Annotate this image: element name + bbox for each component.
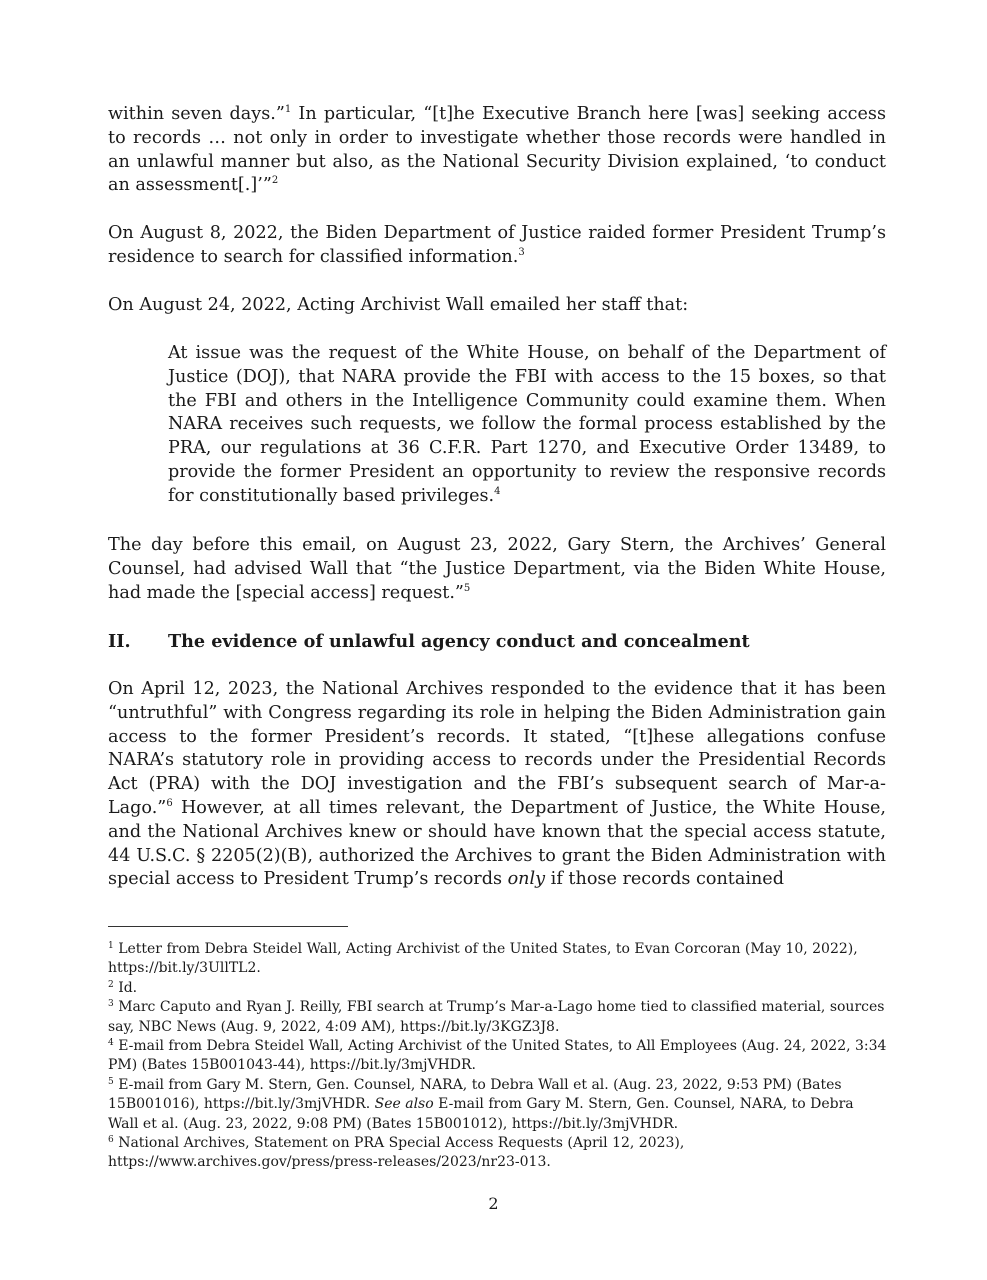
footnote-text: Letter from Debra Steidel Wall, Acting Archivist of the United States, to Evan Corcoran (May 10, 2022), https://bit.ly/3UllTL2.	[108, 941, 858, 977]
paragraph-text: if those records contained	[545, 869, 784, 890]
emphasis-text: only	[507, 869, 546, 890]
footnote-6	[108, 1134, 888, 1173]
footnote-number: 5	[108, 1076, 114, 1087]
footnote-text: Id.	[118, 979, 138, 996]
paragraph-continuation	[108, 103, 886, 198]
page-number: 2	[488, 1194, 499, 1213]
footnote-ref-3: 3	[518, 246, 525, 258]
footnote-text: E-mail from Gary M. Stern, Gen. Counsel, NARA, to Debra Wall et al. (Aug. 23, 2022, 9:08 PM) (Bates 15B001012), https://bit.ly/3mjVHDR.	[108, 1096, 854, 1132]
footnote-5	[108, 1076, 888, 1134]
quote-text: At issue was the request of the White House, on behalf of the Department of Justice (DOJ), that NARA provide the FBI with access to the 15 boxes, so that the FBI and others in the Intelligence Community could examine them. When NARA receives such requests, we follow the formal process established by the PRA, our regulations at 36 C.F.R. Part 1270, and Executive Order 13489, to provide the former President an opportunity to review the responsive records for constitutionally based privileges.	[168, 343, 886, 506]
footnote-signal: See also	[374, 1096, 434, 1113]
paragraph-raid	[108, 222, 886, 270]
footnote-text: E-mail from Debra Steidel Wall, Acting Archivist of the United States, to All Employees (Aug. 24, 2022, 3:34 PM) (Bates 15B001043-44), https://bit.ly/3mjVHDR.	[108, 1038, 887, 1074]
paragraph-text: In particular, “[t]he Executive Branch here [was] seeking access to records … not only in order to investigate whether those records were handled in an unlawful manner but also, as the National Security Division explained, ‘to conduct an assessment[.]’”	[108, 104, 886, 196]
paragraph-text: within seven days.”	[108, 104, 285, 124]
footnote-4	[108, 1037, 888, 1076]
footnote-1	[108, 940, 888, 979]
footnote-number: 2	[108, 979, 114, 990]
paragraph-stern	[108, 534, 886, 605]
footnote-number: 1	[108, 941, 114, 951]
footnote-number: 4	[108, 1038, 114, 1049]
section-title: The evidence of unlawful agency conduct and concealment	[168, 631, 750, 652]
footnote-text: E-mail from Gary M. Stern, Gen. Counsel, NARA, to Debra Wall et al. (Aug. 23, 2022, 9:53 PM) (Bates 15B001016), https://bit.ly/3mjVHDR.	[108, 1076, 842, 1113]
footnote-3	[108, 998, 888, 1037]
paragraph-text: On August 24, 2022, Acting Archivist Wall emailed her staff that:	[108, 295, 689, 315]
footnote-number: 6	[108, 1135, 114, 1146]
footnote-ref-5: 5	[463, 582, 471, 594]
footnote-ref-6: 6	[166, 797, 173, 809]
paragraph-text: On August 8, 2022, the Biden Department of Justice raided former President Trump’s residence to search for classified information.	[108, 223, 886, 267]
paragraph-email-intro	[108, 294, 886, 318]
footnotes	[108, 940, 888, 1173]
section-heading	[108, 630, 750, 654]
footnote-2	[108, 979, 888, 998]
paragraph-text: However, at all times relevant, the Department of Justice, the White House, and the National Archives knew or should have known that the special access statute, 44 U.S.C. § 2205(2)(B), authorized the Archives to grant the Biden Administration with special access to President Trump’s records	[108, 797, 886, 890]
block-quote	[168, 342, 886, 509]
footnote-number: 3	[108, 999, 114, 1010]
footnote-ref-1: 1	[284, 104, 292, 115]
footnote-text: National Archives, Statement on PRA Special Access Requests (April 12, 2023), https://www.archives.gov/press/press-releases/2023/nr23-013.	[108, 1135, 685, 1171]
footnote-ref-4: 4	[494, 485, 501, 497]
paragraph-text: On April 12, 2023, the National Archives responded to the evidence that it has been “untruthful” with Congress regarding its role in helping the Biden Administration gain access to the former President’s records. It stated, “[t]hese allegations confuse NARA’s statutory role in providing access to records under the Presidential Records Act (PRA) with the DOJ investigation and the FBI’s subsequent search of Mar-a-Lago.”	[108, 679, 886, 818]
footnote-text: Marc Caputo and Ryan J. Reilly, FBI search at Trump’s Mar-a-Lago home tied to classified material, sources say, NBC News (Aug. 9, 2022, 4:09 AM), https://bit.ly/3KGZ3J8.	[108, 999, 885, 1035]
paragraph-text: The day before this email, on August 23, 2022, Gary Stern, the Archives’ General Counsel, had advised Wall that “the Justice Department, via the Biden White House, had made the [special access] request.”	[108, 535, 886, 603]
footnote-divider	[108, 926, 348, 927]
section-number: II.	[108, 631, 131, 652]
paragraph-april-statement	[108, 678, 886, 892]
footnote-ref-2: 2	[271, 175, 279, 187]
